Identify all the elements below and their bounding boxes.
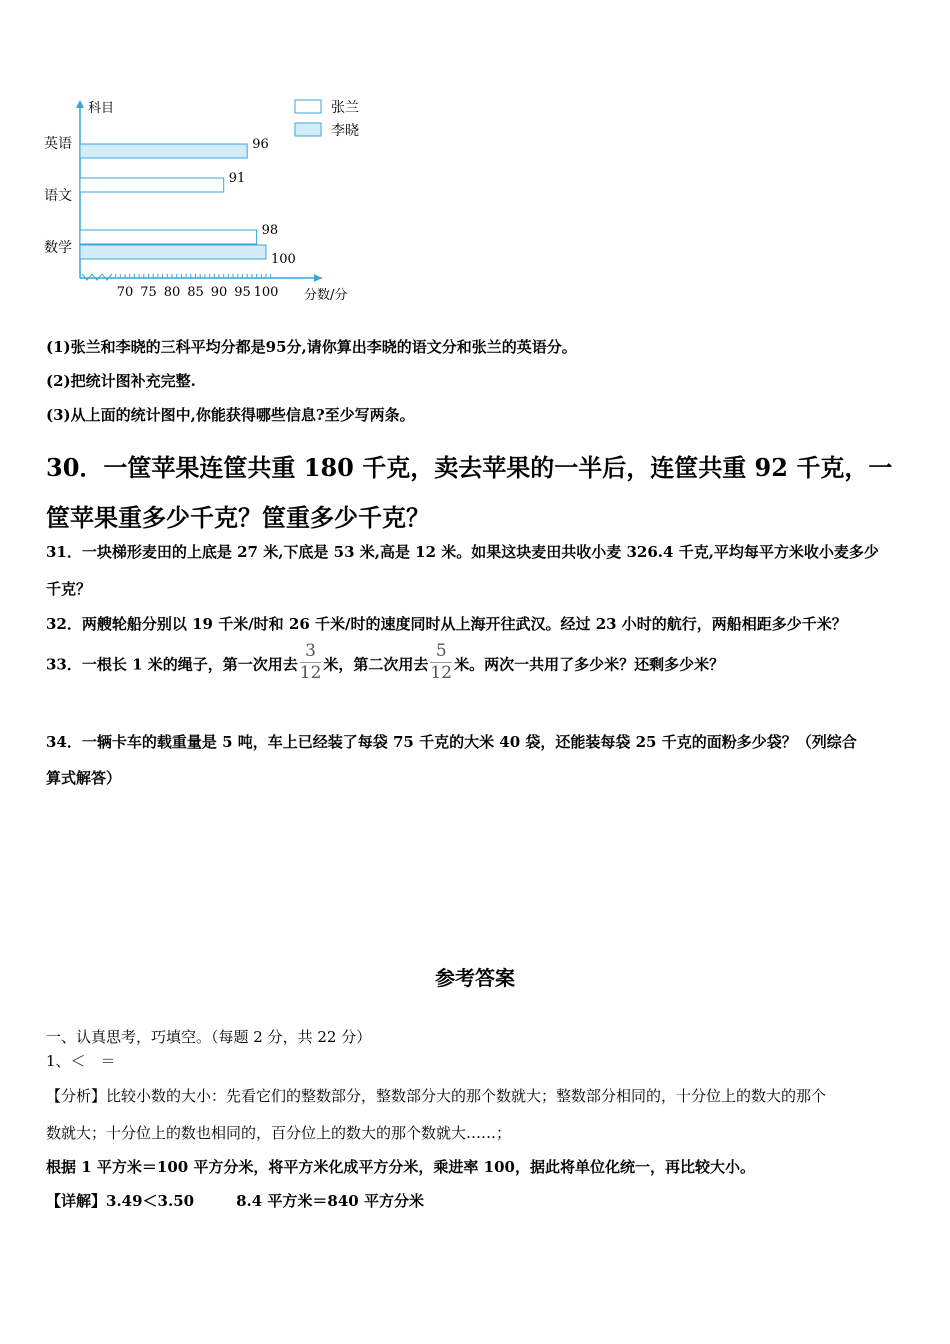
category-label: 英语 [44,136,72,152]
category-label: 语文 [44,188,72,204]
category-label: 数学 [44,240,72,256]
q33 [46,641,725,685]
bar [80,178,224,192]
fraction-denominator: 12 [430,663,453,683]
fraction-3-12 [300,643,322,682]
axis-break-icon [82,274,112,280]
q31-line1: 31．一块梯形麦田的上底是 27 米,下底是 53 米,高是 12 米。如果这块麦田共收小麦 326.4 千克,平均每平方米收小麦多少 [46,543,879,561]
bar [80,144,247,158]
analysis-line2: 数就大；十分位上的数也相同的，百分位上的数大的那个数就大……； [46,1124,512,1142]
bar [80,245,266,259]
detail-label: 【详解】 [46,1192,107,1210]
q34-line1: 34．一辆卡车的载重量是 5 吨，车上已经装了每袋 75 千克的大米 40 袋，还能装每袋 25 千克的面粉多少袋？（列综合 [46,733,857,751]
bar [80,230,257,244]
detail-value-1: 3.49＜3.50 [106,1192,195,1210]
basis-text: 根据 1 平方米＝100 平方分米，将平方米化成平方分米，乘进率 100，据此将单位化统一，再比较大小。 [46,1158,755,1176]
x-tick-label: 95 [234,285,251,300]
answers-section1: 一、认真思考，巧填空。（每题 2 分，共 22 分） [46,1028,372,1046]
bar-value-label: 91 [228,171,246,186]
detail-line [46,1190,424,1211]
q30-line1: 30．一筐苹果连筐共重 180 千克，卖去苹果的一半后，连筐共重 92 千克，一 [46,453,893,482]
q32: 32．两艘轮船分别以 19 千米/时和 26 千米/时的速度同时从上海开往武汉。经过 23 小时的航行，两船相距多少千米？ [46,615,847,633]
q29-part2: (2)把统计图补充完整. [46,372,196,390]
legend-label: 李晓 [331,123,359,139]
q30-line2: 筐苹果重多少千克？筐重多少千克？ [46,503,430,532]
legend-swatch [295,123,321,136]
bar-value-label: 98 [261,223,279,238]
detail-value-2: 8.4 平方米＝840 平方分米 [236,1192,424,1210]
y-axis-title: 科目 [88,101,115,116]
x-tick-label: 90 [210,285,228,300]
analysis-line1: 【分析】比较小数的大小：先看它们的整数部分，整数部分大的那个数就大；整数部分相同的，十分位上的数大的那个 [46,1087,827,1105]
fraction-numerator: 3 [300,643,322,663]
x-tick-label: 100 [253,285,279,300]
x-axis-title: 分数/分 [304,288,348,303]
bar-value-label: 96 [252,137,269,152]
legend-label: 张兰 [331,100,359,116]
y-axis-arrow [76,100,84,108]
x-tick-label: 70 [116,285,134,300]
q31-line2: 千克？ [46,580,92,598]
score-bar-chart [40,92,380,307]
x-tick-label: 80 [163,285,181,300]
fraction-denominator: 12 [299,663,322,683]
q34-line2: 算式解答） [46,769,122,787]
q33-text-2: 米，第二次用去 [323,655,429,674]
answers-heading: 参考答案 [435,966,515,990]
x-axis-arrow [314,274,322,282]
legend-swatch [295,100,321,113]
fraction-5-12 [430,643,452,682]
x-tick-label: 85 [187,285,204,300]
fraction-numerator: 5 [430,643,452,663]
x-tick-label: 75 [140,285,157,300]
q33-text-1: 33．一根长 1 米的绳子，第一次用去 [46,655,298,674]
q29-part1: (1)张兰和李晓的三科平均分都是95分,请你算出李晓的语文分和张兰的英语分。 [46,338,577,356]
bar-value-label: 100 [271,252,296,267]
q33-text-3: 米。两次一共用了多少米？还剩多少米？ [454,655,725,674]
answer-1: 1、＜ ＝ [46,1052,116,1070]
q29-part3: (3)从上面的统计图中,你能获得哪些信息?至少写两条。 [46,406,415,424]
